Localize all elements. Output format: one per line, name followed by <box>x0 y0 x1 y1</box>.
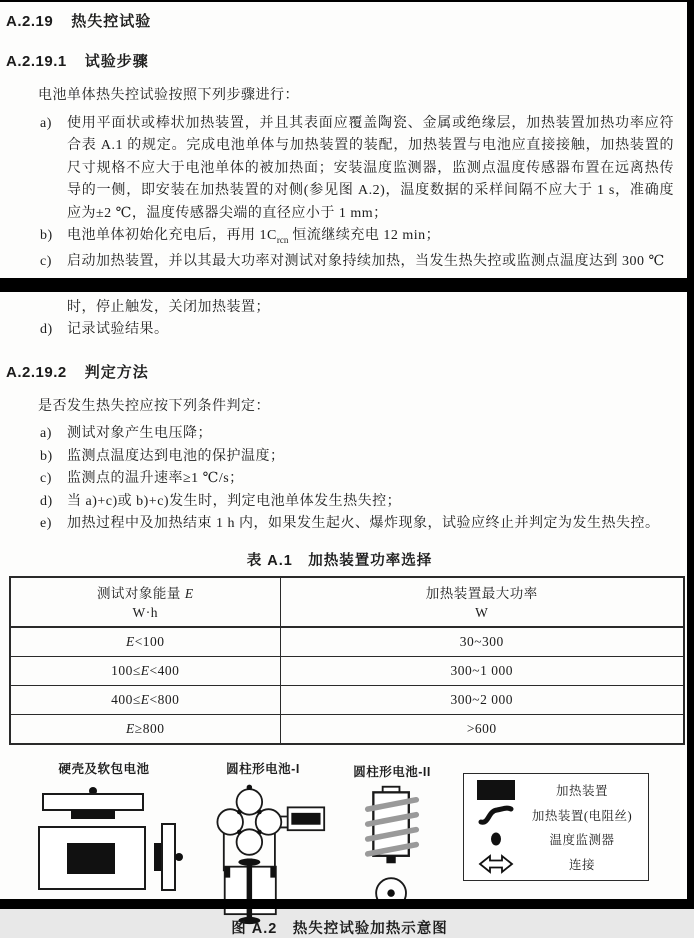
table-row <box>10 714 684 744</box>
list-marker: d) <box>40 493 53 509</box>
list-item-criterion-d <box>5 491 674 514</box>
junction-dot <box>257 809 262 814</box>
section-number: A.2.19 <box>6 13 54 30</box>
legend-row-connection <box>470 852 642 876</box>
section-heading-a219 <box>6 10 674 31</box>
battery-top-view <box>43 794 143 810</box>
list-item-criterion-e <box>5 513 674 536</box>
list-item-text: 电池单体初始化充电后，再用 $1C_{rcn}$ 恒流继续充电 12 min； <box>67 228 441 245</box>
table-header-row <box>10 577 684 627</box>
table-header-energy: 测试对象能量 E W·h <box>10 577 280 627</box>
energy-range-cell: 400≤E<800 <box>10 685 280 714</box>
hard-case-pouch-battery-drawing <box>21 780 187 906</box>
diagram-hard-case-pouch-battery <box>15 759 193 906</box>
temperature-monitor-icon <box>246 784 251 789</box>
legend-row-heater <box>470 778 642 802</box>
figure-a2 <box>15 759 674 911</box>
list-item-step-d <box>5 319 674 342</box>
figure-caption: 图 A.2 热失控试验加热示意图 <box>231 920 448 937</box>
table-row <box>10 656 684 685</box>
list-marker: a) <box>40 426 52 442</box>
junction-dot <box>236 829 241 834</box>
diagram-label: 圆柱形电池-I <box>226 761 300 776</box>
battery-side-view <box>162 824 175 890</box>
list-marker: e) <box>40 516 52 532</box>
legend-row-temperature-monitor <box>470 827 642 851</box>
list-marker: b) <box>40 228 53 243</box>
legend-label: 加热装置(电阻丝) <box>531 808 633 823</box>
energy-range-cell: E<100 <box>10 627 280 657</box>
power-range-cell: >600 <box>280 714 684 744</box>
list-item-text: 加热过程中及加热结束 1 h 内，如果发生起火、爆炸现象，试验应终止并判定为发生热失控。 <box>67 516 660 532</box>
legend-label: 加热装置 <box>555 784 608 799</box>
heater-block-icon <box>224 866 229 877</box>
section-title: 试验步骤 <box>84 53 149 70</box>
list-item-text: 启动加热装置，并以其最大功率对测试对象持续加热，当发生热失控或监测点温度达到 300 ℃ <box>67 254 665 270</box>
power-range-cell: 300~2 000 <box>280 685 684 714</box>
list-item-step-a <box>5 113 674 226</box>
power-range-cell: 30~300 <box>280 627 684 657</box>
section-heading-a2191 <box>6 50 674 71</box>
table-caption: 表 A.1 加热装置功率选择 <box>246 552 433 569</box>
list-item-criterion-a <box>5 423 674 446</box>
temperature-monitor-icon <box>387 889 394 896</box>
energy-unit: W·h <box>132 605 158 621</box>
section-heading-a2192 <box>6 361 674 382</box>
section-number: A.2.19.2 <box>6 363 67 381</box>
heater-block-icon <box>291 813 320 825</box>
list-marker: d) <box>40 322 53 338</box>
list-item-criterion-c <box>5 468 674 491</box>
list-item-text: 监测点温度达到电池的保护温度； <box>67 448 285 464</box>
power-unit: W <box>475 605 489 621</box>
power-range-cell: 300~1 000 <box>280 656 684 685</box>
diagram-label: 圆柱形电池-II <box>353 764 431 779</box>
list-item-text: 监测点的温升速率≥1 ℃/s； <box>67 471 244 487</box>
list-marker: b) <box>40 448 53 464</box>
junction-dot <box>236 809 241 814</box>
list-item-text: 记录试验结果。 <box>67 322 169 338</box>
scan-artifact-bar <box>0 278 694 292</box>
heater-rod <box>246 858 251 920</box>
heater-block-icon <box>67 843 115 874</box>
heater-block-icon <box>154 843 162 871</box>
list-item-criterion-b <box>5 446 674 469</box>
section-title: 热失控试验 <box>71 13 152 30</box>
heater-block-icon <box>71 810 115 819</box>
temperature-monitor-icon <box>175 853 183 861</box>
table-header-power: 加热装置最大功率 W <box>280 577 684 627</box>
scan-edge-bottom <box>0 899 694 909</box>
list-marker: a) <box>40 115 52 131</box>
list-marker: c) <box>40 254 52 270</box>
list-item-step-b <box>5 225 674 251</box>
list-marker: c) <box>40 471 52 487</box>
legend-label: 温度监测器 <box>549 833 615 848</box>
heater-power-table <box>9 576 685 745</box>
scan-edge-right <box>687 0 694 909</box>
energy-range-cell: 100≤E<400 <box>10 656 280 685</box>
step-c-continuation: 时，停止触发，关闭加热装置； <box>67 299 270 315</box>
diagram-label: 硬壳及软包电池 <box>58 761 150 776</box>
list-item-text: 使用平面状或棒状加热装置，并且其表面应覆盖陶瓷、金属或绝缘层，加热装置加热功率应符合表 A.1 的规定。完成电池单体与加热装置的装配，加热装置与电池应直接接触，加热装置的尺寸规格不应大于电池单体的被加热面；安装温度监测器，监测点温度传感器布置在远离热传导的一侧，即安装在加热装置的对侧(参见图 A.2)，温度数据的采样间隔不应大于 1 s，准确度应为±2 ℃，温度传感器尖端的直径应小于 1 mm； <box>67 115 674 221</box>
resistance-wire-icon <box>470 804 522 826</box>
table-row <box>10 627 684 657</box>
list-item-text: 当 a)+c)或 b)+c)发生时，判定电池单体发生热失控； <box>67 493 402 509</box>
figure-legend <box>463 773 649 881</box>
scan-edge-top <box>0 0 694 2</box>
table-row <box>10 685 684 714</box>
heater-block-icon <box>270 866 275 877</box>
energy-range-cell: E≥800 <box>10 714 280 744</box>
temperature-monitor-icon <box>470 831 522 847</box>
junction-dot <box>257 829 262 834</box>
list-item-text: 测试对象产生电压降； <box>67 426 212 442</box>
intro-paragraph-steps: 电池单体热失控试验按照下列步骤进行： <box>38 88 299 103</box>
connection-arrow-icon <box>470 854 522 874</box>
legend-label: 连接 <box>568 857 595 872</box>
temperature-monitor-icon <box>386 856 395 863</box>
heater-block-icon <box>470 780 522 800</box>
section-number: A.2.19.1 <box>6 53 67 70</box>
list-item-step-c <box>5 251 674 274</box>
energy-variable: E <box>184 586 194 602</box>
intro-paragraph-criteria: 是否发生热失控应按下列条件判定： <box>38 398 270 414</box>
current-rate-subscript: rcn <box>276 234 289 245</box>
section-title: 判定方法 <box>84 363 149 381</box>
legend-row-resistance-wire <box>470 803 642 827</box>
